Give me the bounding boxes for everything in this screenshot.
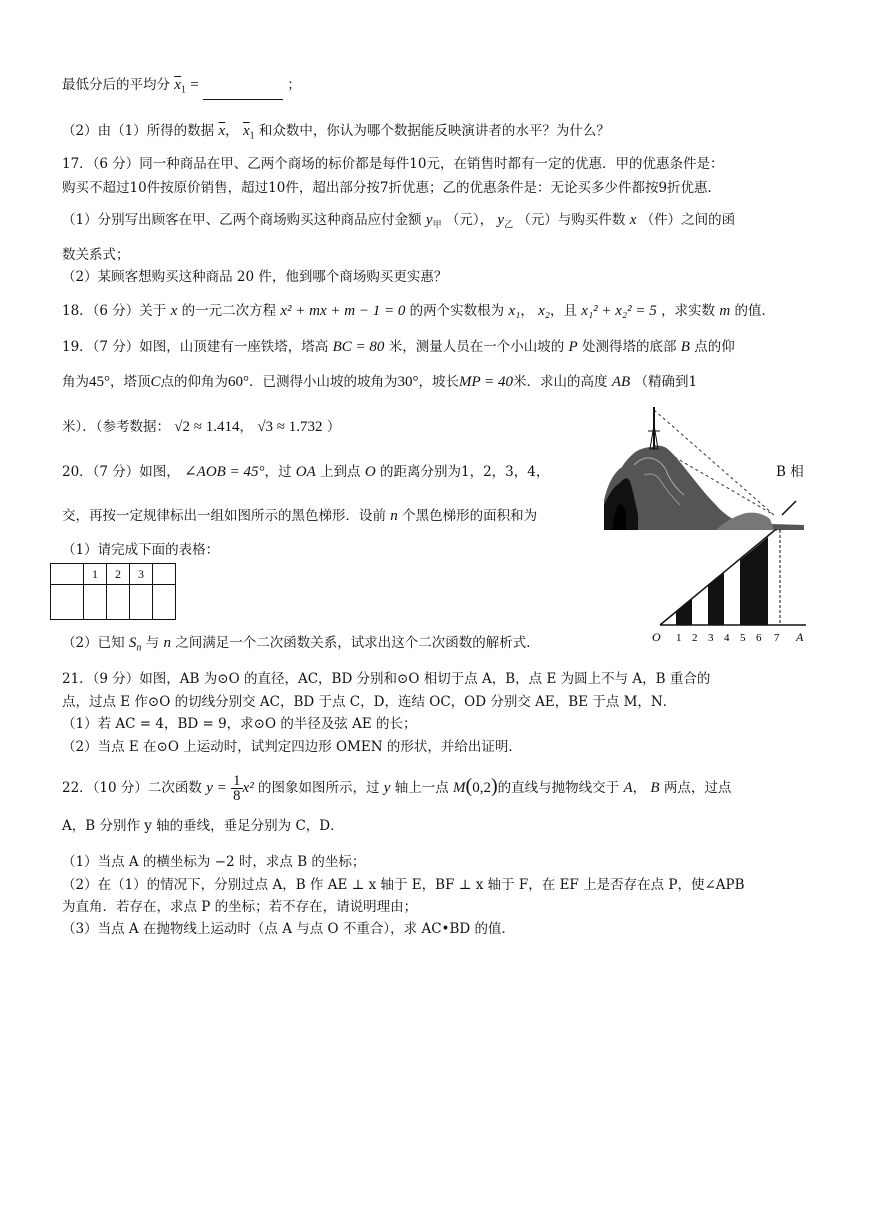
q17-part1-line2: 数关系式； xyxy=(62,247,130,263)
trapezoid-figure xyxy=(650,525,810,647)
q22-part2-line1: （2）在（1）的情况下，分别过点 A，B 作 AE ⊥ x 轴于 E，BF ⊥ x 轴于 F，在 EF 上是否存在点 P，使∠APB xyxy=(62,877,745,893)
q20-2-text-b: 与 xyxy=(145,635,160,651)
table-cell[interactable] xyxy=(84,585,107,620)
angle-45: 45° xyxy=(89,374,110,390)
trapezoid-1 xyxy=(676,599,692,625)
q20-text-b: ，过 xyxy=(264,464,292,480)
sub-1: 1 xyxy=(180,84,186,96)
q19-2-e: ．已测得小山坡的坡角为 xyxy=(249,374,398,390)
var-s: S xyxy=(128,635,137,651)
q19-text-d: 点的仰 xyxy=(694,339,735,355)
label-5: 5 xyxy=(740,632,746,644)
q19-line2 xyxy=(62,373,697,391)
q17-1-text-c: （元）与购买件数 xyxy=(517,212,626,228)
q17-part1 xyxy=(62,211,735,235)
equals: = xyxy=(190,77,199,93)
q19-2-a: 角为 xyxy=(62,374,89,390)
sep: ， xyxy=(520,303,534,319)
q19-3-a: 米）．（参考数据： xyxy=(62,419,170,435)
var-xbar: $\overline{x}$ xyxy=(218,123,226,139)
var-b: B xyxy=(650,780,660,796)
q22-part3: （3）当点 A 在抛物线上运动时（点 A 与点 O 不重合），求 AC•BD 的值． xyxy=(62,921,516,937)
q21-line1: 21．（9 分）如图，AB 为⊙O 的直径，AC，BD 分别和⊙O 相切于点 A，B，点 E 为圆上不与 A，B 重合的 xyxy=(62,671,711,687)
angle-aob: ∠AOB = 45° xyxy=(184,464,265,480)
q22-line2: A，B 分别作 y 轴的垂线，垂足分别为 C，D． xyxy=(62,818,344,834)
q16-part2 xyxy=(62,122,610,146)
q17-line1: 17．（6 分）同一种商品在甲、乙两个商场的标价都是每件10元，在销售时都有一定的优惠．甲的优惠条件是： xyxy=(62,156,724,172)
var-y-jia: y xyxy=(425,212,433,228)
q20-2-text-c: 之间满足一个二次函数关系，试求出这个二次函数的解析式． xyxy=(175,635,540,651)
label-1: 1 xyxy=(676,632,682,644)
q19-2-f: ，坡长 xyxy=(418,374,460,390)
trapezoid-2 xyxy=(708,573,724,625)
table-cell[interactable] xyxy=(107,585,130,620)
q19-2-h: （精确到1 xyxy=(634,374,698,390)
sub-jia: 甲 xyxy=(432,220,442,231)
eq-mp: MP = 40 xyxy=(459,374,514,390)
eq-bc: BC = 80 xyxy=(332,339,385,355)
var-a: A xyxy=(623,780,633,796)
var-x: x xyxy=(170,303,178,319)
q20-line1-tail: B 相 xyxy=(776,464,804,480)
var-b: B xyxy=(680,339,690,355)
m-coord: 0,2 xyxy=(472,780,491,796)
trapezoid-3 xyxy=(740,547,756,625)
q17-part2: （2）某顾客想购买这种商品 20 件，他到哪个商场购买更实惠？ xyxy=(62,269,448,285)
table-cell: 2 xyxy=(107,564,130,585)
q22-part2-line2: 为直角．若存在，求点 P 的坐标；若不存在，请说明理由； xyxy=(62,899,418,915)
label-3: 3 xyxy=(708,632,714,644)
q22-line1: 22．（10 分）二次函数 y = $\frac{1}{8}$ x² 的图象如图所示，过 y 轴上一点 M(0,2)的直线与抛物线交于 A， B 两点，过点 xyxy=(62,773,732,804)
sqrt3: √3 ≈ 1.732 xyxy=(257,419,323,435)
q18 xyxy=(62,302,775,320)
sub-yi: 乙 xyxy=(504,220,514,231)
table-cell xyxy=(153,564,176,585)
var-n: n xyxy=(163,635,171,651)
trapezoid-4 xyxy=(756,537,768,625)
q19-3-b: ） xyxy=(326,419,341,435)
q20-part2 xyxy=(62,634,540,658)
q18-text-a: 18．（6 分）关于 xyxy=(62,303,167,319)
q20-part1: （1）请完成下面的表格： xyxy=(62,542,220,558)
q19-text-c: 处测得塔的底部 xyxy=(581,339,677,355)
q22-text-d: 的直线与抛物线交于 xyxy=(497,780,620,796)
q22-part1: （1）当点 A 的横坐标为 −2 时，求点 B 的坐标； xyxy=(62,854,366,870)
fraction-1-8 xyxy=(231,774,243,803)
equation-2: x₁² + x₂² = 5 xyxy=(581,303,657,319)
label-6: 6 xyxy=(756,632,762,644)
var-x: x xyxy=(629,212,637,228)
var-y: y xyxy=(383,780,391,796)
q17-1-text-d: （件）之间的函 xyxy=(640,212,736,228)
q20-2-text-a: （2）已知 xyxy=(62,635,125,651)
table-cell[interactable] xyxy=(153,585,176,620)
sep: ， xyxy=(632,780,647,796)
var-ab: AB xyxy=(611,374,631,390)
q19-2-d: 点的仰角为 xyxy=(160,374,229,390)
table-cell xyxy=(51,564,84,585)
q19-2-g: 米．求山的高度 xyxy=(513,374,608,390)
q19-text-a: 19．（7 分）如图，山顶建有一座铁塔，塔高 xyxy=(62,339,329,355)
var-p: P xyxy=(568,339,578,355)
sub-n: n xyxy=(136,642,142,654)
q22-text-c: 轴上一点 xyxy=(394,780,449,796)
label-a: A xyxy=(796,630,804,644)
sep: ， xyxy=(225,123,239,139)
table-cell: 1 xyxy=(84,564,107,585)
q18-text-d: ，且 xyxy=(549,303,577,319)
q16-2-text: （2）由（1）所得的数据 xyxy=(62,123,215,139)
table-header-row xyxy=(51,564,176,585)
q20-2-b: 个黑色梯形的面积和为 xyxy=(402,508,538,524)
q21-part2: （2）当点 E 在⊙O 上运动时，试判定四边形 OMEN 的形状，并给出证明． xyxy=(62,739,522,755)
semicolon: ； xyxy=(287,77,301,93)
mountain-tower-figure xyxy=(604,405,804,530)
label-7: 7 xyxy=(774,632,780,644)
q20-text-d: 的距离分别为1，2，3，4， xyxy=(380,464,550,480)
q18-text-b: 的一元二次方程 xyxy=(181,303,277,319)
table-cell[interactable] xyxy=(130,585,153,620)
q20-line1 xyxy=(62,463,549,481)
var-m: M xyxy=(453,780,466,796)
q20-text-a: 20．（7 分）如图， xyxy=(62,464,180,480)
q21-part1: （1）若 AC = 4，BD = 9，求⊙O 的半径及弦 AE 的长； xyxy=(62,716,417,732)
var-o: O xyxy=(364,464,376,480)
table-cell[interactable] xyxy=(51,585,84,620)
q16-text: 最低分后的平均分 xyxy=(62,77,170,93)
var-x1bar: $\overline{x}$ xyxy=(242,123,250,139)
angle-60: 60° xyxy=(228,374,250,390)
var-m: m xyxy=(719,303,731,319)
q17-1-text: （1）分别写出顾客在甲、乙两个商场购买这种商品应付金额 xyxy=(62,212,422,228)
q18-text-e: ，求实数 xyxy=(661,303,716,319)
x-squared: x² xyxy=(242,780,254,796)
denominator: 8 xyxy=(233,788,241,804)
sub-1: 1 xyxy=(249,130,255,142)
var-y-yi: y xyxy=(497,212,505,228)
var-oa: OA xyxy=(295,464,316,480)
q19-text-b: 米，测量人员在一个小山坡的 xyxy=(388,339,565,355)
q19-2-b: ，塔顶 xyxy=(110,374,151,390)
answer-blank xyxy=(203,85,283,100)
q22-text-b: 的图象如图所示，过 xyxy=(257,780,380,796)
q22-text-a: 22．（10 分）二次函数 xyxy=(62,780,202,796)
label-o: O xyxy=(652,630,661,644)
sep: ， xyxy=(239,419,254,435)
q22-text-e: 两点，过点 xyxy=(663,780,732,796)
label-4: 4 xyxy=(724,632,730,644)
numerator: 1 xyxy=(233,773,241,789)
var-n: n xyxy=(390,508,398,524)
answer-table xyxy=(50,563,176,620)
q19-line1 xyxy=(62,338,735,356)
angle-30: 30° xyxy=(397,374,419,390)
q18-text-c: 的两个实数根为 xyxy=(409,303,505,319)
q20-2-a: 交，再按一定规律标出一组如图所示的黑色梯形．设前 xyxy=(62,508,386,524)
y-equals: y = xyxy=(206,780,227,796)
q18-text-f: 的值． xyxy=(734,303,775,319)
equation: x² + mx + m − 1 = 0 xyxy=(280,303,406,319)
table-row xyxy=(51,585,176,620)
q20-text-c: 上到点 xyxy=(320,464,361,480)
root-1: x₁ xyxy=(508,303,521,319)
q19-line3 xyxy=(62,418,340,436)
q16-line1 xyxy=(62,76,301,100)
q17-line2: 购买不超过10件按原价销售，超过10件，超出部分按7折优惠；乙的优惠条件是：无论买多少件都按9折优惠． xyxy=(62,180,722,196)
q20-line2 xyxy=(62,507,537,525)
q17-1-text-b: （元）， xyxy=(445,212,494,228)
var-c: C xyxy=(150,374,161,390)
q21-line2: 点，过点 E 作⊙O 的切线分别交 AC，BD 于点 C，D，连结 OC，OD 分别交 AE，BE 于点 M，N． xyxy=(62,694,677,710)
label-2: 2 xyxy=(692,632,698,644)
table-cell: 3 xyxy=(130,564,153,585)
var-x1: $\overline{x}$ xyxy=(174,77,181,93)
q16-2-text-b: 和众数中，你认为哪个数据能反映演讲者的水平？为什么？ xyxy=(258,123,610,139)
root-2: x₂ xyxy=(538,303,550,319)
sqrt2: √2 ≈ 1.414 xyxy=(174,419,240,435)
